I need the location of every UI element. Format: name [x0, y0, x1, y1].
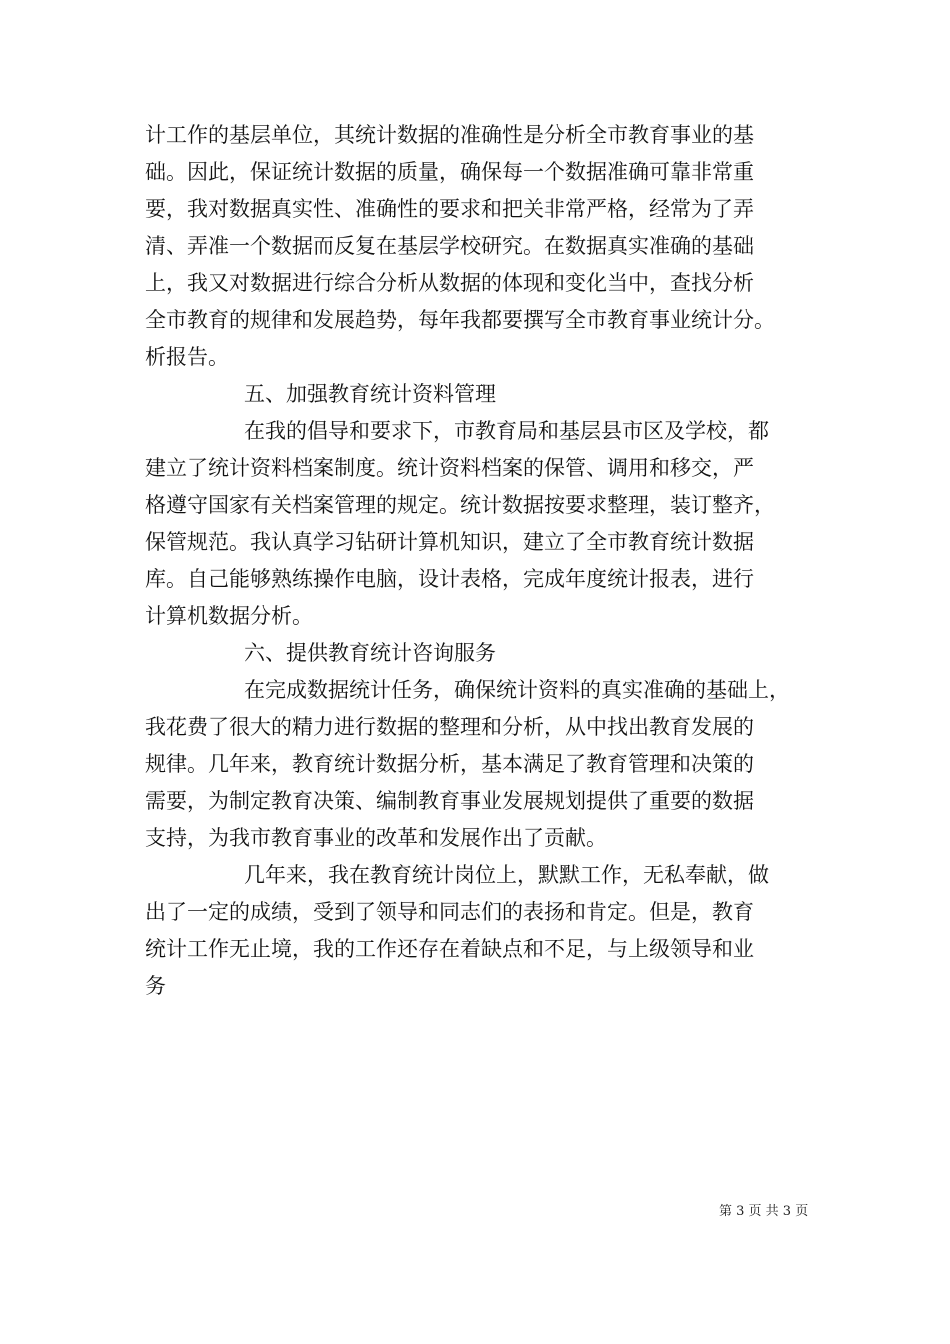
text-line: 清、弄准一个数据而反复在基层学校研究。在数据真实准确的基础 [145, 234, 754, 258]
text-line: 计算机数据分析。 [145, 604, 313, 628]
text-line: 格遵守国家有关档案管理的规定。统计数据按要求整理，装订整齐， [145, 493, 775, 517]
text-line: 库。自己能够熟练操作电脑，设计表格，完成年度统计报表，进行 [145, 567, 754, 591]
text-line: 析报告。 [145, 345, 229, 369]
text-line: 上，我又对数据进行综合分析从数据的体现和变化当中，查找分析 [145, 271, 754, 295]
page-number-footer: 第 3 页 共 3 页 [719, 1204, 809, 1219]
body-text [145, 117, 817, 1005]
text-line: 础。因此，保证统计数据的质量，确保每一个数据准确可靠非常重 [145, 160, 754, 184]
text-line: 需要，为制定教育决策、编制教育事业发展规划提供了重要的数据 [145, 789, 754, 813]
text-line: 几年来，我在教育统计岗位上，默默工作，无私奉献，做 [244, 863, 769, 887]
text-line: 出了一定的成绩，受到了领导和同志们的表扬和肯定。但是，教育 [145, 900, 754, 924]
section-heading: 六、提供教育统计咨询服务 [244, 641, 496, 665]
text-line: 务 [145, 974, 166, 998]
text-line: 要，我对数据真实性、准确性的要求和把关非常严格，经常为了弄 [145, 197, 754, 221]
text-line: 建立了统计资料档案制度。统计资料档案的保管、调用和移交，严 [145, 456, 754, 480]
text-line: 计工作的基层单位，其统计数据的准确性是分析全市教育事业的基 [145, 123, 754, 147]
text-line: 在我的倡导和要求下，市教育局和基层县市区及学校，都 [244, 419, 769, 443]
text-line: 在完成数据统计任务，确保统计资料的真实准确的基础上， [244, 678, 790, 702]
text-line: 统计工作无止境，我的工作还存在着缺点和不足，与上级领导和业 [145, 937, 754, 961]
section-heading: 五、加强教育统计资料管理 [244, 382, 496, 406]
text-line: 规律。几年来，教育统计数据分析，基本满足了教育管理和决策的 [145, 752, 754, 776]
text-line: 我花费了很大的精力进行数据的整理和分析，从中找出教育发展的 [145, 715, 754, 739]
text-line: 保管规范。我认真学习钻研计算机知识，建立了全市教育统计数据 [145, 530, 754, 554]
text-line: 支持，为我市教育事业的改革和发展作出了贡献。 [145, 826, 607, 850]
text-line: 全市教育的规律和发展趋势，每年我都要撰写全市教育事业统计分。 [145, 308, 775, 332]
